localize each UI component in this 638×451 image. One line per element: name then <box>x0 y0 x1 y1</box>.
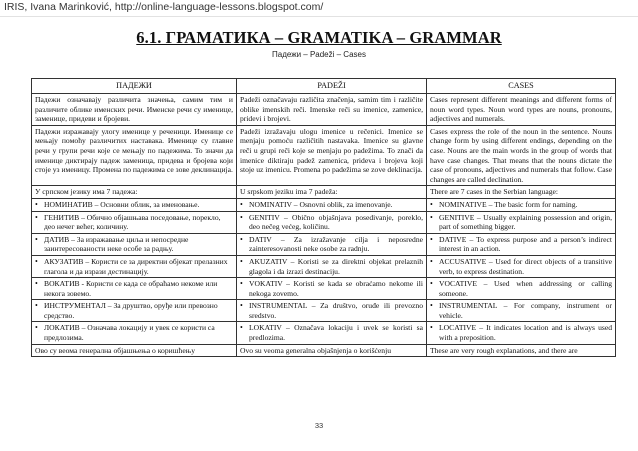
case-cell <box>32 211 237 233</box>
case-text: ДАТИВ – За изражавање циља и непосредне заинтересованости неке особе за радњу. <box>44 234 189 254</box>
case-text: INSTRUMENTAL – For company, instrument or vehicle. <box>439 301 612 320</box>
bullet-icon: • <box>240 279 243 289</box>
bullet-icon: • <box>35 212 38 222</box>
table-cell: Ово су веома генерална објашњења о коришћењу <box>32 344 237 357</box>
case-cell <box>427 255 616 277</box>
case-row <box>32 233 616 255</box>
case-text: ACCUSATIVE – Used for direct objects of a transitive verb, to express destination. <box>439 256 612 276</box>
column-header-latin: PADEŽI <box>237 79 427 94</box>
case-row <box>32 198 616 211</box>
bullet-icon: • <box>35 234 38 244</box>
case-text: ИНСТРУМЕНТАЛ – За друштво, оруђе или превозно средство. <box>44 301 218 320</box>
case-cell <box>32 278 237 300</box>
bullet-icon: • <box>35 279 38 289</box>
case-cell <box>32 300 237 322</box>
case-row <box>32 255 616 277</box>
case-text: НОМИНАТИВ – Основни облик, за именовање. <box>44 199 200 209</box>
case-cell <box>427 233 616 255</box>
bullet-icon: • <box>35 256 38 266</box>
case-text: VOCATIVE – Used when addressing or calling someone. <box>439 279 612 298</box>
case-cell <box>32 198 237 211</box>
page-number: 33 <box>314 421 324 430</box>
bullet-icon: • <box>240 256 243 266</box>
table-cell: Padeži izražavaju ulogu imenice u rečenici. Imenice se menjaju pomoću različitih nastavaka. Imenice su glavne reči u grupi reči koje se menjaju po padežima. To znači da imenice diktiraju padež zamenica, prideva i brojeva koji stoje uz imenicu. Promena po padežima se zove deklinacija. <box>237 125 427 186</box>
table-cell: Ovo su veoma generalna objašnjenja o korišćenju <box>237 344 427 357</box>
case-text: GENITIV – Obično objašnjava posedivanje, poreklo, deo nečeg većeg, količinu. <box>249 212 423 232</box>
case-cell <box>237 278 427 300</box>
case-row <box>32 278 616 300</box>
case-text: ГЕНИТИВ – Обично објашњава поседовање, порекло, део нечег већег, количину. <box>44 212 221 232</box>
table-cell: These are very rough explanations, and there are <box>427 344 616 357</box>
bullet-icon: • <box>430 212 433 222</box>
case-cell <box>427 322 616 344</box>
table-cell: Падежи изражавају улогу именице у реченици. Именице се мењају помоћу различитих наставака. Именице су главне речи у групи речи које се мењају по падежима. То значи да именице диктирају падеж заменица, придева и бројева који стоје уз именицу. Промена по падежима се зове деклинација. <box>32 125 237 186</box>
case-cell <box>427 211 616 233</box>
running-head-text: IRIS, Ivana Marinković, http://online-language-lessons.blogspot.com/ <box>4 1 324 13</box>
case-row <box>32 300 616 322</box>
case-cell <box>237 322 427 344</box>
page-title: 6.1. ГРАМАТИКА – GRAMATIKA – GRAMMAR <box>136 28 502 47</box>
case-text: LOKATIV – Označava lokaciju i uvek se koristi sa predlozima. <box>249 323 423 343</box>
bullet-icon: • <box>430 234 433 244</box>
grammar-table <box>31 78 616 357</box>
table-cell: Cases represent different meanings and different forms of noun word types. Noun word types are nouns, pronouns, adjectives and numerals. <box>427 94 616 126</box>
case-text: NOMINATIV – Osnovni oblik, za imenovanje. <box>249 199 393 209</box>
table-cell: There are 7 cases in the Serbian language: <box>427 186 616 199</box>
running-header <box>0 0 638 17</box>
case-text: INSTRUMENTAL – Za društvo, oruđe ili prevozno sredstvo. <box>249 301 423 320</box>
bullet-icon: • <box>430 323 433 333</box>
case-cell <box>237 300 427 322</box>
bullet-icon: • <box>240 212 243 222</box>
case-row <box>32 322 616 344</box>
table-cell: Cases express the role of the noun in the sentence. Nouns change form by using different endings, depending on the case. Nouns are the main words in the group of words that have case changes. That means that the nouns dictate the case of pronouns, adjectives and numerals that follow. Case changes are called declination. <box>427 125 616 186</box>
bullet-icon: • <box>240 234 243 244</box>
case-text: DATIVE – To express purpose and a person’s indirect interest in an action. <box>439 234 612 254</box>
table-row <box>32 344 616 357</box>
table-row <box>32 94 616 126</box>
table-cell: U srpskom jeziku ima 7 padeža: <box>237 186 427 199</box>
bullet-icon: • <box>430 256 433 266</box>
case-cell <box>237 211 427 233</box>
column-header-english: CASES <box>427 79 616 94</box>
table-header-row <box>32 79 616 94</box>
case-cell <box>427 300 616 322</box>
case-text: ВОКАТИВ - Користи се када се обраћамо некоме или некога зовемо. <box>44 279 218 298</box>
bullet-icon: • <box>35 199 38 209</box>
case-cell <box>237 198 427 211</box>
case-text: АКУЗАТИВ – Користи се за директни објекат прелазних глагола и да изрази дестинацију. <box>44 256 228 276</box>
bullet-icon: • <box>240 301 243 311</box>
case-row <box>32 211 616 233</box>
bullet-icon: • <box>430 301 433 311</box>
column-header-cyrillic: ПАДЕЖИ <box>32 79 237 94</box>
bullet-icon: • <box>430 199 433 209</box>
bullet-icon: • <box>35 301 38 311</box>
bullet-icon: • <box>240 323 243 333</box>
case-text: VOKATIV – Koristi se kada se obraćamo nekome ili nekoga zovemo. <box>249 279 423 298</box>
case-text: AKUZATIV – Koristi se za direktni objekat prelaznih glagola i da izrazi destinaciju. <box>249 256 423 276</box>
table-cell: Padeži označavaju različita značenja, samim tim i različite oblike imenskih reči. Imenske reči su imenice, zamenice, pridevi i brojevi. <box>237 94 427 126</box>
case-text: GENITIVE – Usually explaining possession and origin, part of something bigger. <box>439 212 612 232</box>
case-cell <box>32 233 237 255</box>
page-subtitle: Падежи – Padeži – Cases <box>272 50 366 59</box>
bullet-icon: • <box>35 323 38 333</box>
bullet-icon: • <box>430 279 433 289</box>
table-cell: Падежи означавају различита значења, самим тим и различите облике именских речи. Именске речи су именице, заменице, придеви и бројеви. <box>32 94 237 126</box>
table-row <box>32 125 616 186</box>
table-row <box>32 186 616 199</box>
case-text: DATIV – Za izražavanje cilja i neposredne zainteresovanosti neke osobe za radnju. <box>249 234 423 254</box>
case-cell <box>427 198 616 211</box>
case-cell <box>427 278 616 300</box>
bullet-icon: • <box>240 199 243 209</box>
case-cell <box>32 322 237 344</box>
case-text: NOMINATIVE – The basic form for naming. <box>439 199 578 209</box>
case-cell <box>237 233 427 255</box>
case-cell <box>237 255 427 277</box>
case-text: ЛОКАТИВ – Означава локацију и увек се користи са предлозима. <box>44 323 215 343</box>
table-cell: У српском језику има 7 падежа: <box>32 186 237 199</box>
case-cell <box>32 255 237 277</box>
case-text: LOCATIVE – It indicates location and is always used with a preposition. <box>439 323 612 343</box>
